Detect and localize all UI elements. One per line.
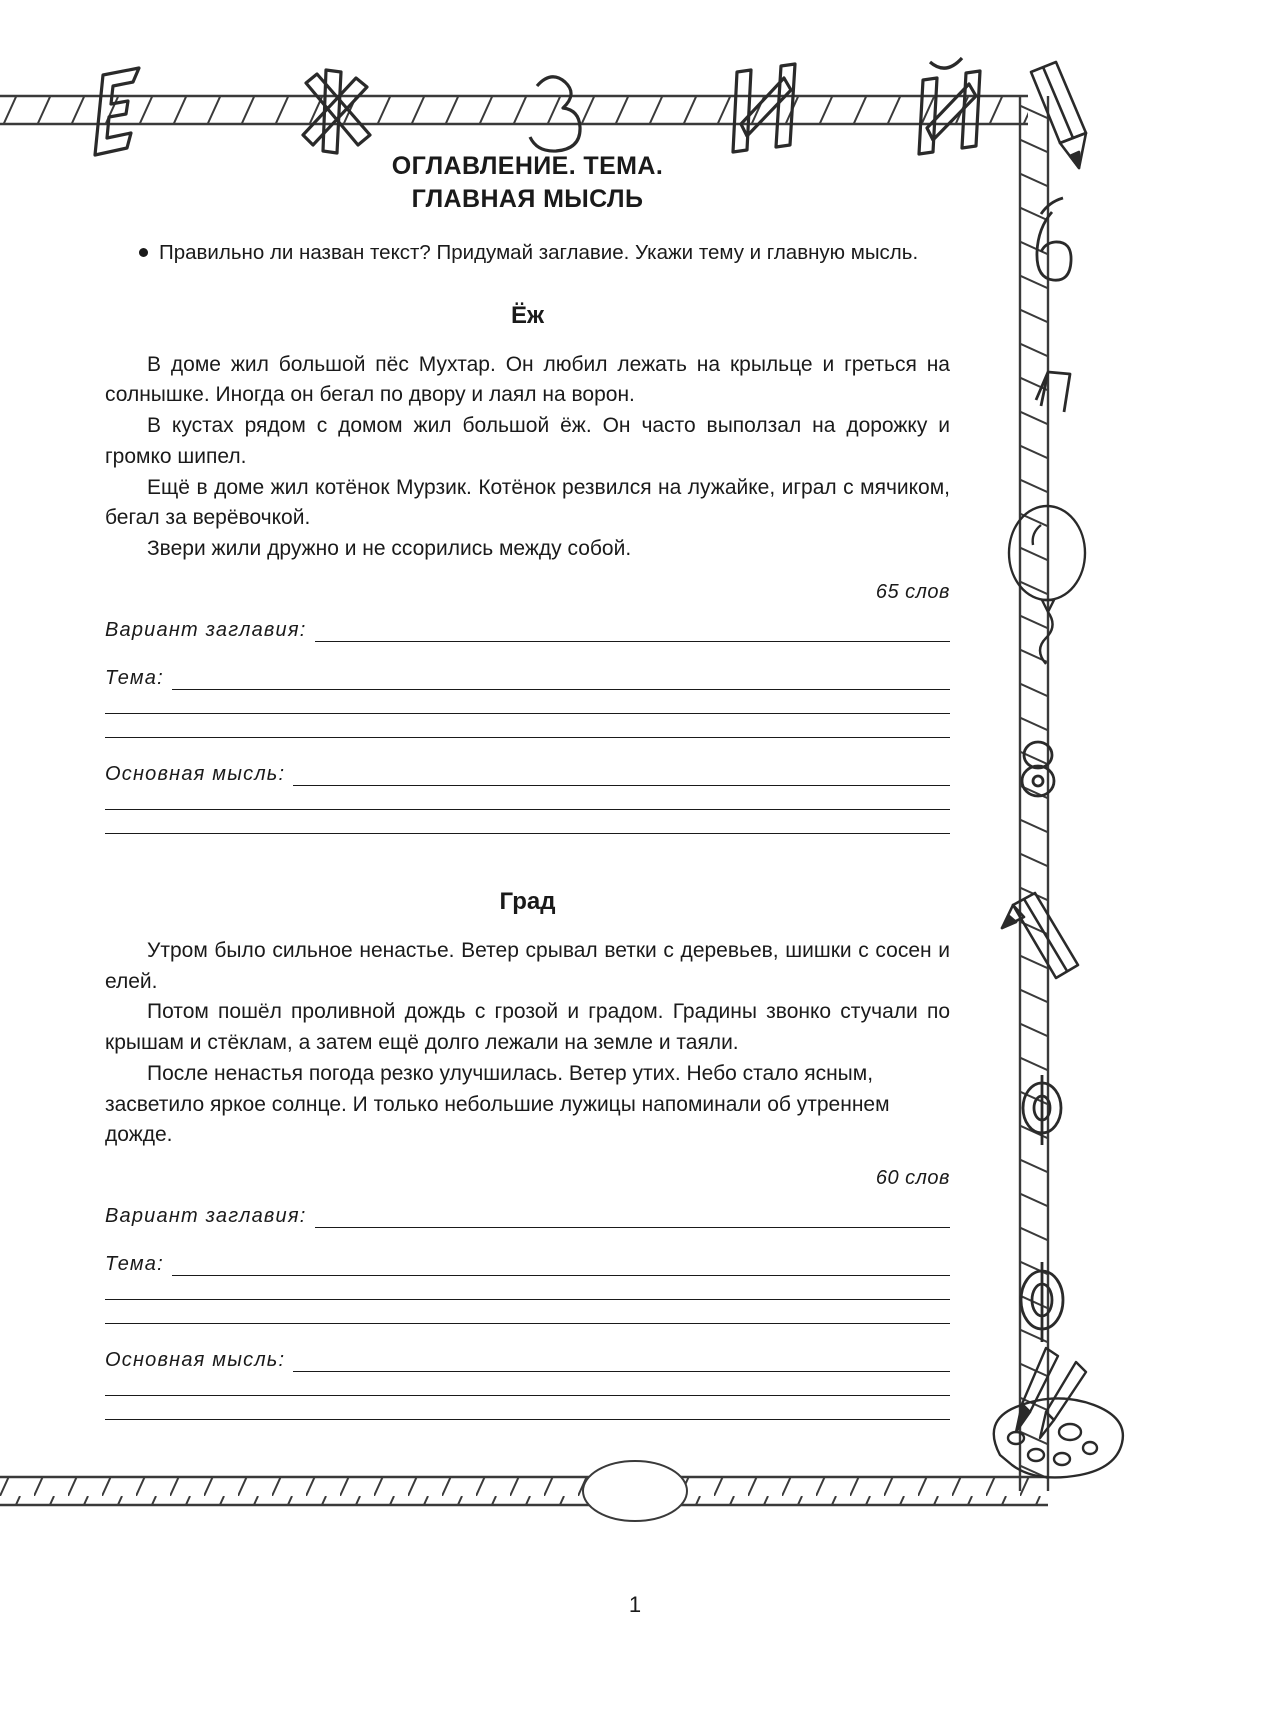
bullet-icon xyxy=(139,248,148,257)
write-in-rule[interactable] xyxy=(293,784,950,786)
section-divider xyxy=(105,856,950,884)
write-in-rule[interactable] xyxy=(105,832,950,834)
story-paragraph: Потом пошёл проливной дождь с грозой и градом. Градины звонко стучали по крышам и стёклам, а затем ещё долго лежали на земле и таяли. xyxy=(105,1000,950,1055)
write-in-rule[interactable] xyxy=(105,808,950,810)
right-border-letter-b xyxy=(1037,198,1071,280)
balloon-icon xyxy=(1009,506,1085,664)
write-in-rule[interactable] xyxy=(315,640,951,642)
write-in-rule[interactable] xyxy=(172,688,950,690)
write-in-rule[interactable] xyxy=(105,1322,950,1324)
right-border-letter-l xyxy=(1036,372,1070,412)
write-in-rule[interactable] xyxy=(105,1394,950,1396)
write-in-rule[interactable] xyxy=(105,1418,950,1420)
field-label: Вариант заглавия: xyxy=(105,1205,307,1228)
task-instruction xyxy=(105,237,950,268)
story-paragraph: В доме жил большой пёс Мухтар. Он любил лежать на крыльце и греться на солнышке. Иногда он бегал по двору и лаял на ворон. xyxy=(105,352,950,407)
pencil-icon xyxy=(1002,893,1078,978)
write-in-rule[interactable] xyxy=(172,1274,950,1276)
field-theme[interactable] xyxy=(105,664,950,690)
bottom-ribbon xyxy=(0,1461,1048,1521)
chapter-title-line-1: ОГЛАВЛЕНИЕ. ТЕМА. xyxy=(391,152,664,180)
page-number: 1 xyxy=(591,1578,679,1632)
right-border-letter-F xyxy=(1021,1262,1063,1342)
chapter-title-line-2: ГЛАВНАЯ МЫСЛЬ xyxy=(411,185,644,214)
page-title xyxy=(105,150,950,217)
field-label: Тема: xyxy=(105,666,164,689)
right-border-letter-8 xyxy=(1022,742,1054,796)
top-border-letter-Ikratkoe xyxy=(919,58,980,154)
field-theme[interactable] xyxy=(105,1250,950,1276)
story-paragraph: Звери жили дружно и не ссорились между собой. xyxy=(147,537,632,561)
story-title: Ёж xyxy=(510,301,545,329)
field-main-idea[interactable] xyxy=(105,760,950,786)
story-paragraph: После ненастья погода резко улучшилась. Ветер утих. Небо стало ясным, засветило яркое солнце. И только небольшие лужицы напоминали об утреннем дожде. xyxy=(105,1061,890,1147)
story-paragraph: В кустах рядом с домом жил большой ёж. Он часто выползал на дорожку и громко шипел. xyxy=(105,414,950,468)
write-in-rule[interactable] xyxy=(315,1226,951,1228)
story-paragraph: Утром было сильное ненастье. Ветер срывал ветки с деревьев, шишки с сосен и елей. xyxy=(105,938,950,993)
answer-block xyxy=(105,616,950,834)
write-in-rule[interactable] xyxy=(105,712,950,714)
story-section xyxy=(105,888,950,1420)
story-paragraph: Ещё в доме жил котёнок Мурзик. Котёнок резвился на лужайке, играл с мячиком, бегал за верёвочкой. xyxy=(105,475,950,530)
field-label: Основная мысль: xyxy=(105,762,286,785)
story-title: Град xyxy=(499,887,556,915)
field-label: Основная мысль: xyxy=(105,1349,286,1372)
pencil-icon xyxy=(1031,62,1086,168)
field-main-idea[interactable] xyxy=(105,1346,950,1372)
story-section xyxy=(105,302,950,834)
word-count: 60 слов xyxy=(875,1167,950,1190)
field-label: Тема: xyxy=(105,1253,164,1276)
top-border-letter-E xyxy=(95,68,139,155)
write-in-rule[interactable] xyxy=(293,1370,950,1372)
top-border-letter-Zh xyxy=(303,70,370,153)
top-border-letter-Z xyxy=(530,77,580,151)
answer-block xyxy=(105,1202,950,1420)
field-variant-title[interactable] xyxy=(105,1202,950,1228)
write-in-rule[interactable] xyxy=(105,736,950,738)
paint-palette-icon xyxy=(994,1348,1123,1477)
word-count: 65 слов xyxy=(875,580,950,603)
field-label: Вариант заглавия: xyxy=(105,618,307,641)
field-variant-title[interactable] xyxy=(105,616,950,642)
page-content xyxy=(105,150,950,1442)
top-ribbon xyxy=(0,96,1028,124)
right-ribbon xyxy=(1020,96,1048,1491)
task-instruction-text: Правильно ли назван текст? Придумай заглавие. Укажи тему и главную мысль. xyxy=(159,240,919,264)
write-in-rule[interactable] xyxy=(105,1298,950,1300)
right-border-letter-f xyxy=(1023,1075,1061,1145)
top-border-letter-I xyxy=(733,64,795,152)
